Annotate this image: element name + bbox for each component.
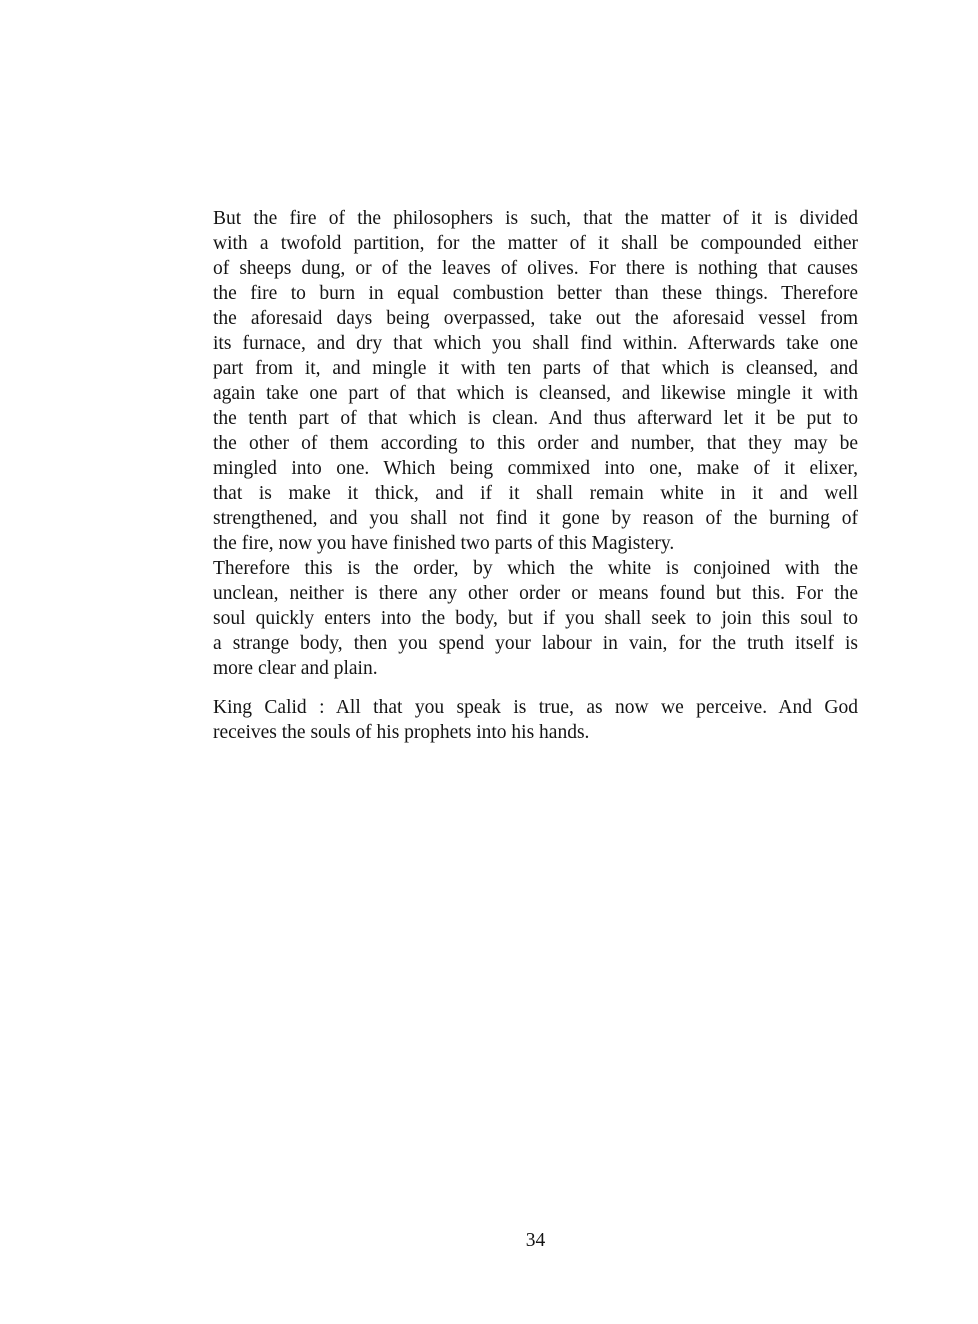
text-line: a strange body, then you spend your labour in vain, for the truth itself is <box>213 633 858 654</box>
text-line: receives the souls of his prophets into his hands. <box>213 722 590 743</box>
paragraph <box>213 556 858 681</box>
paragraph <box>213 695 858 745</box>
text-line: But the fire of the philosophers is such, that the matter of it is divided <box>213 208 858 229</box>
text-line: the fire, now you have finished two parts of this Magistery. <box>213 533 675 554</box>
text-line: that is make it thick, and if it shall remain white in it and well <box>213 483 858 504</box>
text-line: Therefore this is the order, by which the white is conjoined with the <box>213 558 858 579</box>
page-number: 34 <box>525 1230 546 1251</box>
text-line: again take one part of that which is cleansed, and likewise mingle it with <box>213 383 858 404</box>
text-line: of sheeps dung, or of the leaves of olives. For there is nothing that causes <box>213 258 858 279</box>
text-line: the tenth part of that which is clean. And thus afterward let it be put to <box>213 408 858 429</box>
text-line: King Calid : All that you speak is true, as now we perceive. And God <box>213 697 858 718</box>
text-line: the other of them according to this order and number, that they may be <box>213 433 858 454</box>
text-line: more clear and plain. <box>213 658 378 679</box>
text-line: unclean, neither is there any other order or means found but this. For the <box>213 583 858 604</box>
text-line: the fire to burn in equal combustion better than these things. Therefore <box>213 283 858 304</box>
text-line: soul quickly enters into the body, but if you shall seek to join this soul to <box>213 608 858 629</box>
text-line: the aforesaid days being overpassed, take out the aforesaid vessel from <box>213 308 858 329</box>
text-line: mingled into one. Which being commixed into one, make of it elixer, <box>213 458 858 479</box>
paragraph <box>213 206 858 556</box>
body-text <box>213 206 858 745</box>
text-line: its furnace, and dry that which you shall find within. Afterwards take one <box>213 333 858 354</box>
text-line: strengthened, and you shall not find it gone by reason of the burning of <box>213 508 858 529</box>
text-line: part from it, and mingle it with ten parts of that which is cleansed, and <box>213 358 858 379</box>
text-line: with a twofold partition, for the matter of it shall be compounded either <box>213 233 858 254</box>
